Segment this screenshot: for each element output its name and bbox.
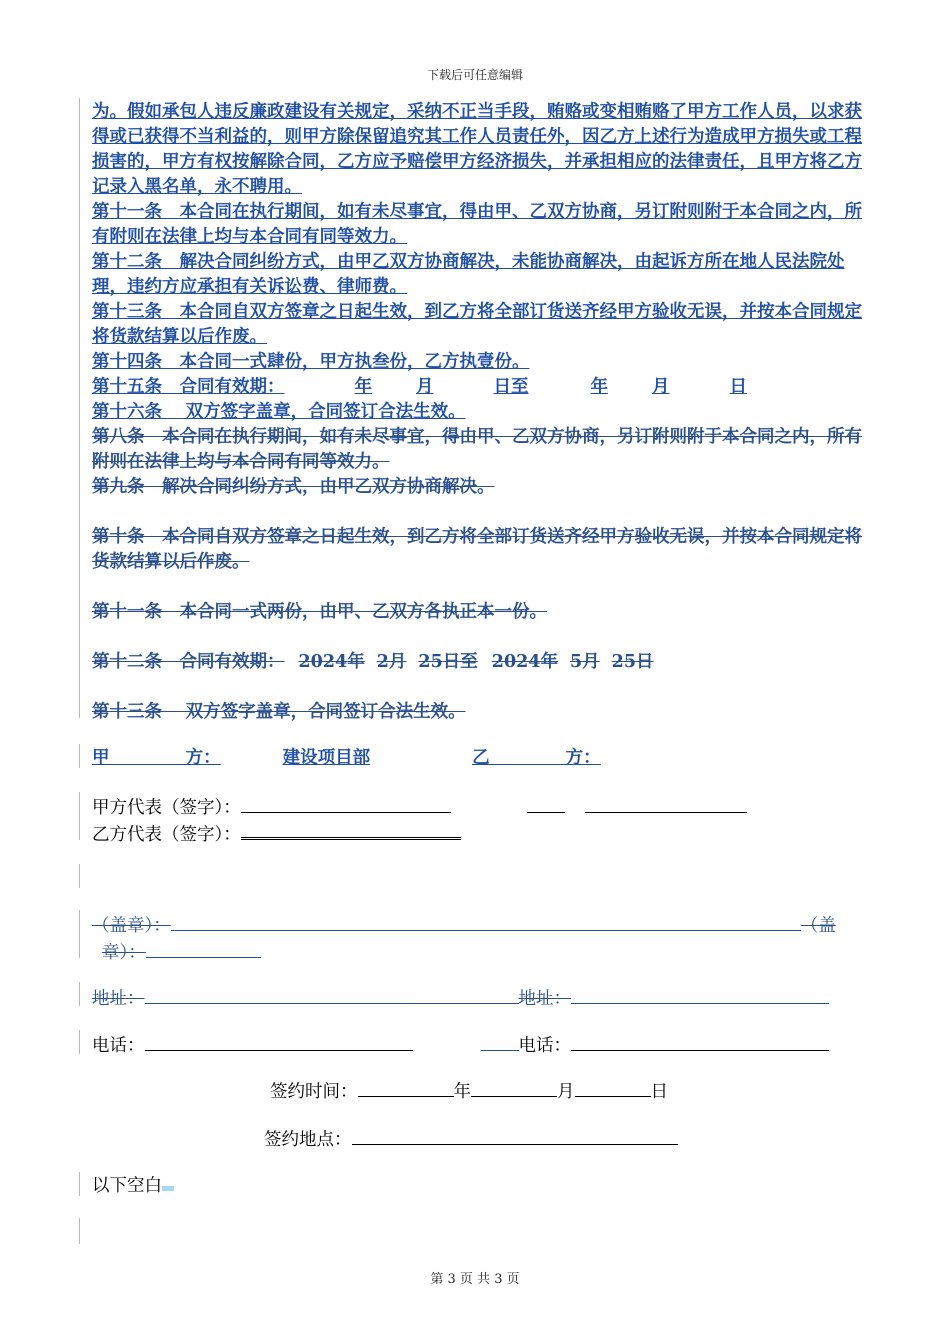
phone-line <box>92 1032 862 1059</box>
date-year-unit: 年 <box>347 652 365 672</box>
revision-bar <box>79 982 80 1006</box>
revision-bar <box>79 1030 80 1054</box>
date-to: 日至 <box>442 652 478 672</box>
revision-bar <box>79 1218 80 1244</box>
signing-year-unit: 年 <box>453 1082 471 1102</box>
seal-left-label: （盖章）： <box>92 916 171 936</box>
signing-day-field[interactable] <box>575 1078 651 1097</box>
article-12-label: 第十二条 合同有效期： <box>92 652 285 672</box>
seal-left-field[interactable] <box>171 912 801 931</box>
rep-a-extra-line <box>527 794 565 813</box>
revision-bar <box>79 744 80 768</box>
date-month-2: 5 <box>569 652 583 672</box>
revision-bar <box>79 910 80 958</box>
article-15-month: 月 <box>416 377 434 397</box>
paragraph-mark-icon <box>162 1186 174 1191</box>
deleted-article-12 <box>92 650 862 675</box>
rep-a-extra-field[interactable] <box>585 794 747 813</box>
seal-right-field[interactable] <box>146 939 261 958</box>
inserted-article-12: 第十二条 解决合同纠纷方式，由甲乙双方协商解决，未能协商解决，由起诉方所在地人民法院处理，违约方应承担有关诉讼费、律师费。 <box>92 252 845 297</box>
parties-line <box>92 746 862 771</box>
inserted-article-14: 第十四条 本合同一式肆份，甲方执叁份，乙方执壹份。 <box>92 352 530 372</box>
rep-a-signature-field[interactable] <box>241 794 451 813</box>
date-year-2: 2024 <box>491 652 541 672</box>
rep-b-signature-field[interactable] <box>241 819 461 840</box>
rep-a-label: 甲方代表（签字）： <box>92 798 241 818</box>
signing-time-label: 签约时间： <box>270 1082 358 1102</box>
article-15-year2: 年 <box>590 377 608 397</box>
inserted-article-11: 第十一条 本合同在执行期间，如有未尽事宜，得由甲、乙双方协商，另订附则附于本合同之内，所有附则在法律上均与本合同有同等效力。 <box>92 202 862 247</box>
signing-year-field[interactable] <box>358 1078 454 1097</box>
seal-right-part2: 章）： <box>102 943 146 963</box>
date-day-1: 25 <box>418 652 443 672</box>
date-month-unit: 月 <box>388 652 407 672</box>
inserted-article-16: 第十六条 双方签字盖章，合同签订合法生效。 <box>92 402 466 422</box>
signing-day-unit: 日 <box>650 1082 668 1102</box>
article-15-label: 第十五条 合同有效期： <box>92 377 285 397</box>
party-a-label: 甲 方： <box>92 748 221 768</box>
signing-place-line <box>264 1126 824 1153</box>
date-month-1: 2 <box>376 652 389 672</box>
article-15-day2: 日 <box>729 377 747 397</box>
blank-note-text: 以下空白 <box>92 1176 162 1196</box>
signing-place-label: 签约地点： <box>264 1130 352 1150</box>
party-b-label: 乙 方： <box>472 748 601 768</box>
rep-b-label: 乙方代表（签字）： <box>92 825 241 845</box>
page-footer: 第 3 页 共 3 页 <box>430 1272 520 1287</box>
party-a-value: 建设项目部 <box>282 748 371 768</box>
date-month-unit-2: 月 <box>582 652 600 672</box>
blank-note <box>92 1174 862 1199</box>
deleted-article-10: 第十条 本合同自双方签章之日起生效，到乙方将全部订货送齐经甲方验收无误，并按本合同规定将货款结算以后作废。 <box>92 527 862 572</box>
date-year-unit-2: 年 <box>540 652 558 672</box>
page-header: 下载后可任意编辑 <box>426 68 523 82</box>
article-15-day-to: 日至 <box>493 377 529 397</box>
address-right-field[interactable] <box>571 985 829 1004</box>
article-15-month2: 月 <box>652 377 670 397</box>
deleted-article-9: 第九条 解决合同纠纷方式，由甲乙双方协商解决。 <box>92 477 495 497</box>
address-right-label: 地址： <box>518 989 571 1009</box>
revision-bar <box>79 864 80 888</box>
address-line <box>92 985 862 1012</box>
signing-place-field[interactable] <box>352 1126 678 1145</box>
phone-left-label: 电话： <box>92 1036 145 1056</box>
revision-bar <box>79 1172 80 1196</box>
signing-month-field[interactable] <box>471 1078 557 1097</box>
deleted-article-8: 第八条 本合同在执行期间，如有未尽事宜，得由甲、乙双方协商，另订附则附于本合同之内，所有附则在法律上均与本合同有同等效力。 <box>92 427 862 472</box>
signing-month-unit: 月 <box>557 1082 575 1102</box>
date-year-1: 2024 <box>298 652 348 672</box>
deleted-article-11: 第十一条 本合同一式两份，由甲、乙双方各执正本一份。 <box>92 602 547 622</box>
seal-line <box>92 912 862 966</box>
phone-right-label: 电话： <box>518 1036 571 1056</box>
inserted-article-15 <box>92 375 862 400</box>
phone-left-field[interactable] <box>145 1032 413 1051</box>
date-day-unit: 日 <box>636 652 654 672</box>
deleted-article-13: 第十三条 双方签字盖章，合同签订合法生效。 <box>92 702 466 722</box>
address-left-field[interactable] <box>145 985 413 1004</box>
phone-connector-line <box>481 1032 519 1051</box>
inserted-clause-integrity: 为。假如承包人违反廉政建设有关规定，采纳不正当手段，贿赂或变相贿赂了甲方工作人员，以求获得或已获得不当利益的，则甲方除保留追究其工作人员责任外，因乙方上述行为造成甲方损失或工程损害的，甲方有权按解除合同，乙方应予赔偿甲方经济损失，并承担相应的法律责任，且甲方将乙方记录入黑名单，永不聘用。 <box>92 102 862 197</box>
rep-a-line <box>92 794 862 821</box>
rep-b-line <box>92 819 862 848</box>
signing-time-line <box>270 1078 830 1105</box>
address-left-label: 地址： <box>92 989 145 1009</box>
phone-right-field[interactable] <box>571 1032 829 1051</box>
seal-right-part1: （盖 <box>800 916 836 936</box>
article-15-year: 年 <box>354 377 372 397</box>
revision-bar <box>79 792 80 840</box>
inserted-article-13: 第十三条 本合同自双方签章之日起生效，到乙方将全部订货送齐经甲方验收无误，并按本合同规定将货款结算以后作废。 <box>92 302 862 347</box>
revision-bar <box>79 98 80 718</box>
date-day-2: 25 <box>611 652 637 672</box>
